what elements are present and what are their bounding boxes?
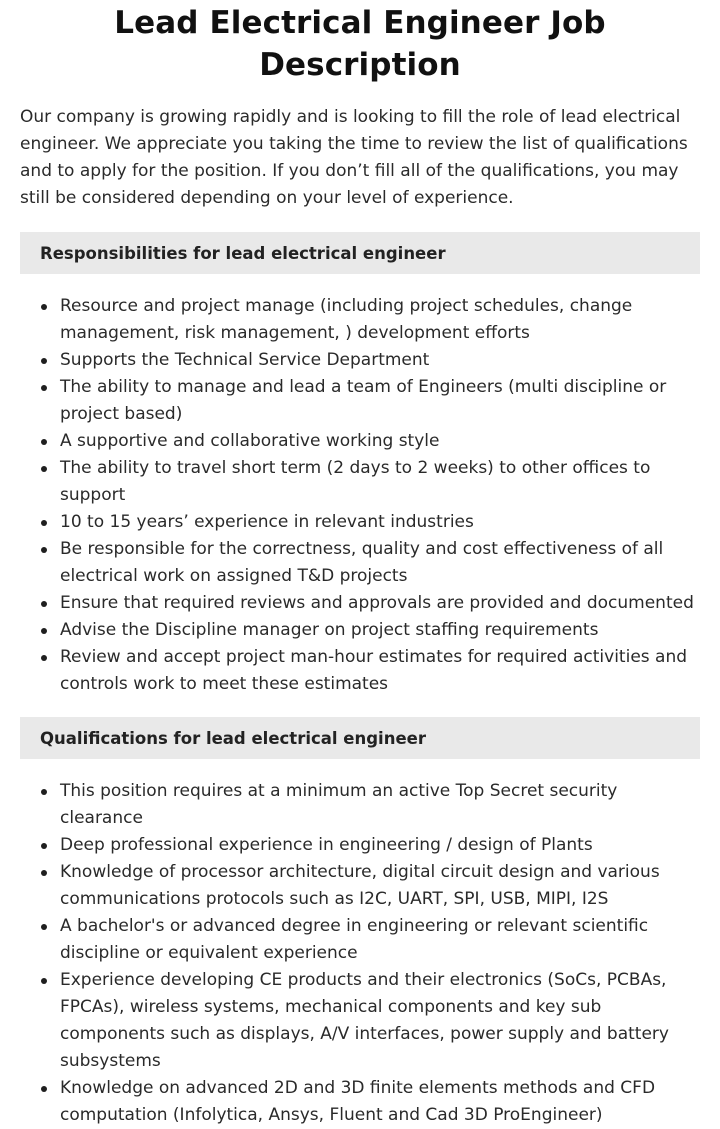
bullet-icon xyxy=(41,358,47,364)
bullet-icon xyxy=(41,978,47,984)
qualification-item: This position requires at a minimum an active Top Secret security clearance xyxy=(20,778,700,832)
responsibility-item: Resource and project manage (including project schedules, change management, risk management, ) development efforts xyxy=(20,293,700,347)
qualification-item: Knowledge on advanced 2D and 3D finite elements methods and CFD computation (Infolytica, Ansys, Fluent and Cad 3D ProEngineer) xyxy=(20,1075,700,1129)
bullet-icon xyxy=(41,385,47,391)
bullet-icon xyxy=(41,520,47,526)
qualification-item: A bachelor's or advanced degree in engineering or relevant scientific discipline or equivalent experience xyxy=(20,913,700,967)
bullet-icon xyxy=(41,1086,47,1092)
responsibilities-list xyxy=(20,293,700,698)
bullet-icon xyxy=(41,466,47,472)
responsibility-item: Review and accept project man-hour estimates for required activities and controls work to meet these estimates xyxy=(20,644,700,698)
qualifications-list xyxy=(20,778,700,1129)
responsibility-item: Supports the Technical Service Department xyxy=(20,347,700,374)
responsibility-item: Advise the Discipline manager on project staffing requirements xyxy=(20,617,700,644)
bullet-icon xyxy=(41,843,47,849)
page-title: Lead Electrical Engineer Job Description xyxy=(114,5,606,83)
bullet-icon xyxy=(41,870,47,876)
bullet-icon xyxy=(41,601,47,607)
qualification-item: Deep professional experience in engineering / design of Plants xyxy=(20,832,700,859)
bullet-icon xyxy=(41,628,47,634)
responsibility-item: A supportive and collaborative working style xyxy=(20,428,700,455)
bullet-icon xyxy=(41,789,47,795)
bullet-icon xyxy=(41,924,47,930)
bullet-icon xyxy=(41,304,47,310)
qualifications-header xyxy=(20,717,700,759)
responsibility-item: Be responsible for the correctness, quality and cost effectiveness of all electrical work on assigned T&D projects xyxy=(20,536,700,590)
responsibility-item: Ensure that required reviews and approvals are provided and documented xyxy=(20,590,700,617)
qualifications-heading: Qualifications for lead electrical engineer xyxy=(40,728,426,748)
intro-paragraph: Our company is growing rapidly and is looking to fill the role of lead electrical engineer. We appreciate you taking the time to review the list of qualifications and to apply for the position. If you don’t fill all of the qualifications, you may still be considered depending on your level of experience. xyxy=(20,107,688,208)
responsibility-item: 10 to 15 years’ experience in relevant industries xyxy=(20,509,700,536)
qualification-item: Knowledge of processor architecture, digital circuit design and various communications protocols such as I2C, UART, SPI, USB, MIPI, I2S xyxy=(20,859,700,913)
bullet-icon xyxy=(41,439,47,445)
responsibility-item: The ability to manage and lead a team of Engineers (multi discipline or project based) xyxy=(20,374,700,428)
responsibility-item: The ability to travel short term (2 days to 2 weeks) to other offices to support xyxy=(20,455,700,509)
bullet-icon xyxy=(41,655,47,661)
qualification-item: Experience developing CE products and their electronics (SoCs, PCBAs, FPCAs), wireless systems, mechanical components and key sub components such as displays, A/V interfaces, power supply and battery subsystems xyxy=(20,967,700,1075)
responsibilities-heading: Responsibilities for lead electrical engineer xyxy=(40,243,446,263)
bullet-icon xyxy=(41,547,47,553)
responsibilities-header xyxy=(20,232,700,274)
